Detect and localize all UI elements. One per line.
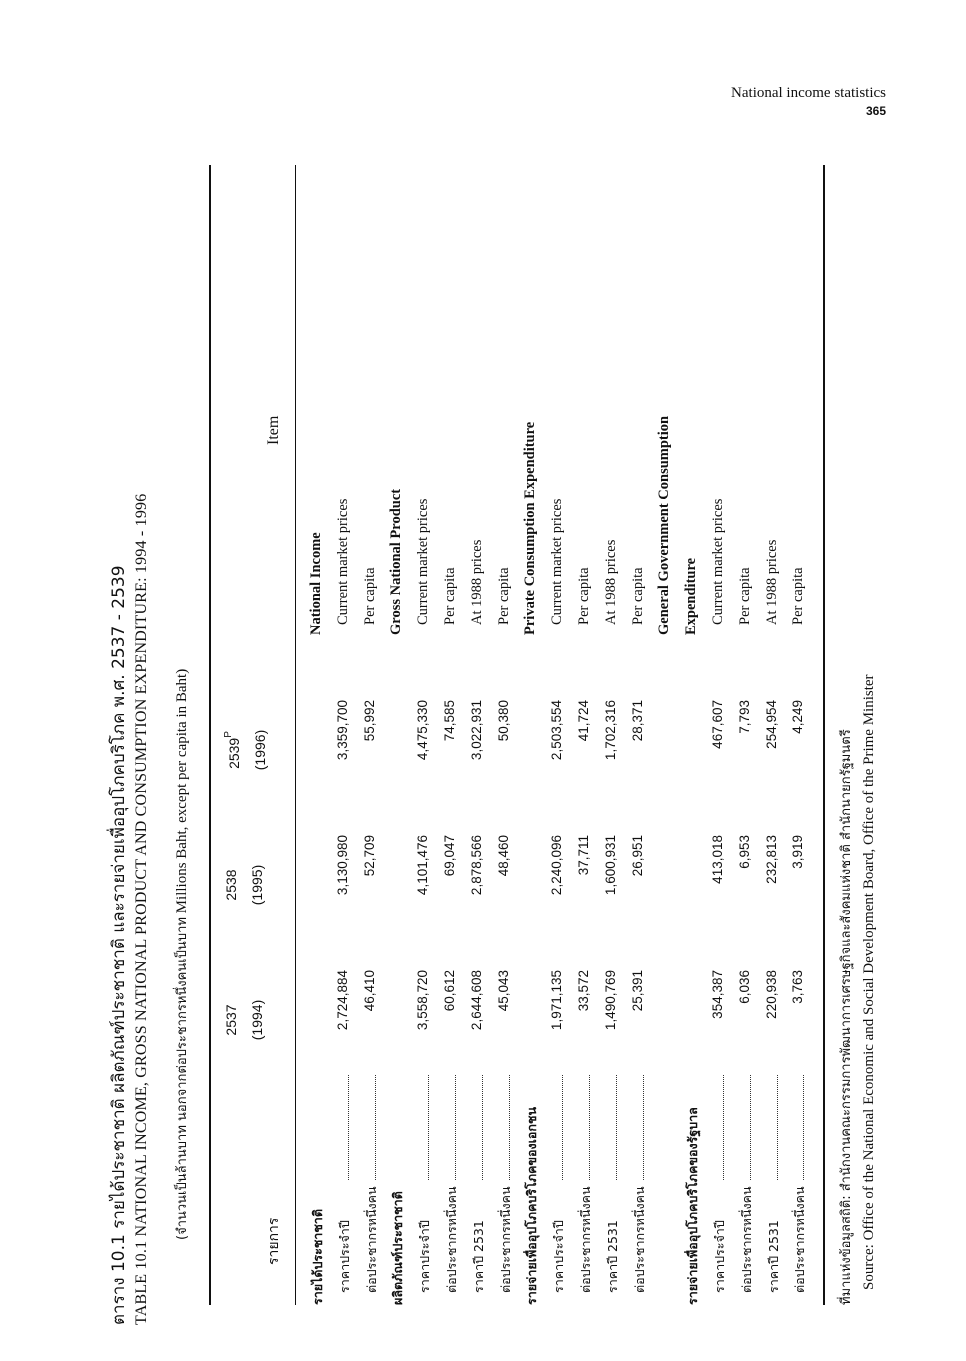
row-label-thai: ราคาประจำปี [336, 1220, 352, 1293]
value-cell: 1,971,135 [549, 970, 565, 1031]
table-group-row [653, 165, 679, 1305]
header-year-en: (1994) [249, 999, 265, 1041]
table-row [734, 165, 760, 1305]
row-label-english: Per capita [629, 567, 646, 625]
row-label-thai: ต่อประชากรหนึ่งคน [497, 1186, 513, 1293]
table-row [600, 165, 626, 1305]
row-label-english: At 1988 prices [763, 539, 780, 625]
table-title-thai: ตาราง 10.1 รายได้ประชาชาติ ผลิตภัณฑ์ประชาชาติ และรายจ่ายเพื่ออุปโภคบริโภค พ.ศ. 2537 - 2539 [109, 565, 129, 1325]
dot-leader [509, 1075, 510, 1180]
row-label-english: Per capita [576, 567, 592, 625]
row-label-thai: รายได้ประชาชาติ [310, 1209, 325, 1305]
table-row [787, 165, 813, 1305]
value-cell: 220,938 [763, 970, 779, 1019]
row-label-english: Per capita [790, 567, 807, 625]
page-number: 365 [865, 104, 886, 118]
dot-leader [616, 1075, 617, 1180]
value-cell: 74,585 [442, 700, 457, 742]
row-label-english: Per capita [736, 567, 753, 625]
value-cell: 6,953 [736, 835, 752, 869]
table-group-row [385, 165, 411, 1305]
value-cell: 4,101,476 [415, 835, 431, 896]
row-label-english: Private Consumption Expenditure [522, 421, 539, 635]
table-group-row [519, 165, 545, 1305]
header-year-th: 2538 [223, 869, 239, 901]
value-cell: 413,018 [710, 835, 725, 884]
running-head-title: National income statistics [731, 85, 886, 101]
table-row [412, 165, 438, 1305]
value-cell: 3,919 [790, 835, 806, 869]
dot-leader [723, 1075, 724, 1180]
value-cell: 354,387 [710, 970, 725, 1019]
table-top-rule [209, 165, 211, 1305]
row-label-english: Per capita [361, 567, 378, 625]
row-label-thai: ผลิตภัณฑ์ประชาชาติ [390, 1191, 406, 1305]
value-cell: 45,043 [495, 970, 511, 1012]
table-row [439, 165, 465, 1305]
value-cell: 52,709 [361, 835, 377, 877]
value-cell: 46,410 [361, 970, 377, 1012]
dot-leader [375, 1075, 376, 1180]
value-cell: 69,047 [442, 835, 457, 877]
row-label-thai: ต่อประชากรหนึ่งคน [363, 1186, 379, 1293]
header-year-th: 2537 [223, 1004, 239, 1036]
row-label-english: Current market prices [710, 498, 726, 625]
row-label-english: Current market prices [549, 498, 566, 625]
value-cell: 1,490,769 [602, 970, 618, 1031]
value-cell: 2,644,608 [468, 970, 484, 1031]
row-label-thai: ต่อประชากรหนึ่งคน [738, 1186, 754, 1293]
table-row [466, 165, 492, 1305]
value-cell: 3,359,700 [334, 700, 350, 761]
running-head [731, 84, 886, 120]
value-cell: 254,954 [763, 700, 779, 749]
value-cell: 2,724,884 [334, 970, 350, 1031]
value-cell: 55,992 [361, 700, 377, 742]
value-cell: 2,240,096 [549, 835, 565, 896]
value-cell: 2,878,566 [468, 835, 484, 896]
row-label-english: Expenditure [683, 557, 700, 635]
dot-leader [348, 1075, 349, 1180]
table-row [627, 165, 653, 1305]
header-bottom-rule [295, 165, 296, 1305]
unit-note-english: Millions Baht, except per capita in Baht) [174, 668, 190, 914]
value-cell: 1,702,316 [602, 700, 618, 761]
header-year-th-text: 2539 [226, 737, 242, 769]
source-english: Source: Office of the National Economic and Social Development Board, Office of the Prime Minister [861, 674, 877, 1290]
row-label-english: Current market prices [415, 498, 432, 625]
table-row [359, 165, 385, 1305]
row-label-english: Per capita [442, 567, 458, 625]
value-cell: 3,558,720 [415, 970, 431, 1031]
header-year-1995 [223, 830, 265, 940]
value-cell: 48,460 [495, 835, 511, 877]
row-label-thai: ต่อประชากรหนึ่งคน [631, 1186, 647, 1293]
row-label-thai: รายจ่ายเพื่ออุปโภคบริโภคของเอกชน [524, 1107, 540, 1305]
table-bottom-rule [823, 165, 825, 1305]
row-label-english: Gross National Product [388, 488, 405, 635]
dot-leader [455, 1075, 456, 1180]
table-group-row [680, 165, 706, 1305]
value-cell: 3,130,980 [334, 835, 350, 896]
row-label-thai: ราคาปี 2531 [470, 1220, 486, 1293]
value-cell: 7,793 [736, 700, 752, 734]
value-cell: 33,572 [576, 970, 591, 1012]
row-label-thai: ต่อประชากรหนึ่งคน [792, 1186, 808, 1293]
row-label-thai: ต่อประชากรหนึ่งคน [578, 1186, 593, 1293]
rotated-table-page [105, 155, 885, 1325]
table-row [332, 165, 358, 1305]
dot-leader [589, 1075, 590, 1180]
row-label-thai: ราคาปี 2531 [604, 1220, 620, 1293]
value-cell: 3,022,931 [468, 700, 484, 761]
value-cell: 3,763 [790, 970, 806, 1004]
row-label-english: Per capita [495, 567, 512, 625]
value-cell: 60,612 [442, 970, 457, 1012]
unit-note [171, 669, 192, 1240]
value-cell: 26,951 [629, 835, 645, 877]
table-row [761, 165, 787, 1305]
value-cell: 467,607 [710, 700, 725, 749]
value-cell: 37,711 [576, 835, 591, 876]
unit-note-thai: (จำนวนเป็นล้านบาท นอกจากต่อประชากรหนึ่งคนเป็นบาท [175, 917, 190, 1240]
value-cell: 41,724 [576, 700, 591, 742]
row-label-english: Current market prices [334, 498, 351, 625]
header-year-en: (1996) [252, 729, 268, 771]
row-label-thai: ราคาปี 2531 [765, 1220, 781, 1293]
value-cell: 25,391 [629, 970, 645, 1012]
row-label-english: National Income [308, 532, 324, 635]
dot-leader [428, 1075, 429, 1180]
dot-leader [482, 1075, 483, 1180]
dot-leader [777, 1075, 778, 1180]
row-label-thai: ต่อประชากรหนึ่งคน [444, 1186, 459, 1293]
row-label-thai: รายจ่ายเพื่ออุปโภคบริโภคของรัฐบาล [685, 1107, 701, 1305]
dot-leader [562, 1075, 563, 1180]
source-thai: ที่มาแห่งข้อมูลสถิติ: สำนักงานคณะกรรมการพัฒนาการเศรษฐกิจและสังคมแห่งชาติ สำนักนายกรัฐมนตรี [839, 729, 854, 1305]
table-row [707, 165, 733, 1305]
header-item-thai: รายการ [266, 1217, 282, 1265]
value-cell: 4,475,330 [415, 700, 431, 761]
header-year-en: (1995) [249, 864, 265, 906]
table-row [546, 165, 572, 1305]
value-cell: 2,503,554 [549, 700, 565, 761]
header-item-english: Item [265, 415, 282, 445]
table-row [493, 165, 519, 1305]
value-cell: 50,380 [495, 700, 511, 742]
row-label-thai: ราคาประจำปี [712, 1220, 727, 1293]
row-label-english: General Government Consumption [656, 415, 673, 635]
header-year-1996 [223, 695, 268, 805]
value-cell: 4,249 [790, 700, 806, 734]
table-title-english: TABLE 10.1 NATIONAL INCOME, GROSS NATIONAL PRODUCT AND CONSUMPTION EXPENDITURE: 1994 - 1996 [133, 493, 150, 1325]
row-label-thai: ราคาประจำปี [551, 1220, 567, 1293]
row-label-english: At 1988 prices [468, 539, 485, 625]
dot-leader [803, 1075, 804, 1180]
dot-leader [643, 1075, 644, 1180]
value-cell: 1,600,931 [602, 835, 618, 896]
dot-leader [750, 1075, 751, 1180]
row-label-thai: ราคาประจำปี [417, 1220, 433, 1293]
value-cell: 6,036 [736, 970, 752, 1004]
table-group-row [305, 165, 331, 1305]
header-year-th [223, 695, 242, 805]
table-row [573, 165, 599, 1305]
value-cell: 28,371 [629, 700, 645, 742]
preliminary-mark: P [223, 731, 234, 738]
row-label-english: At 1988 prices [602, 539, 619, 625]
header-year-1994 [223, 965, 265, 1075]
value-cell: 232,813 [763, 835, 779, 884]
